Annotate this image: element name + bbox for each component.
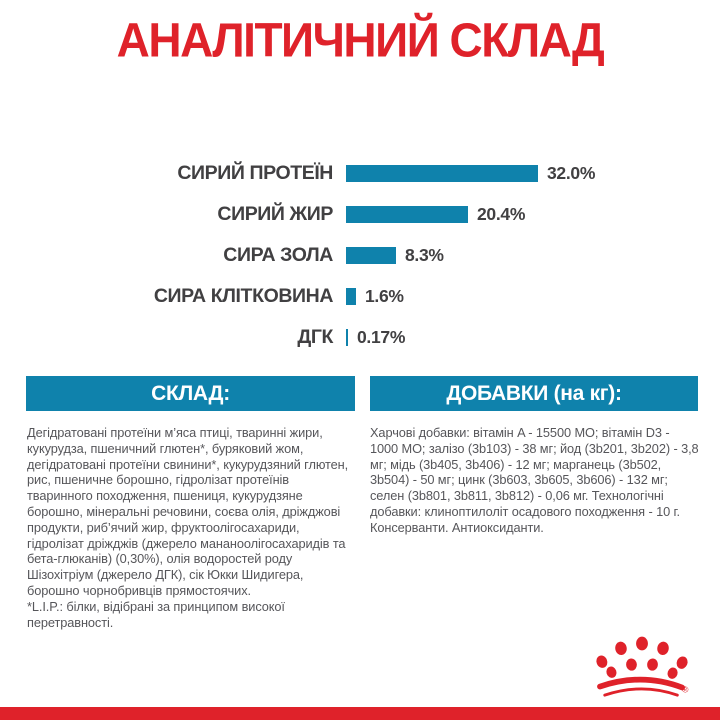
additives-body-text: Харчові добавки: вітамін A - 15500 МО; вітамін D3 - 1000 МО; залізо (3b103) - 38 мг; йод (3b201, 3b202) - 3,8 мг; мідь (3b405, 3b406) - 12 мг; марганець (3b502, 3b504) - 50 мг; цинк (3b603, 3b605, 3b606) - 132 мг; селен (3b801, 3b811, 3b812) - 0,06 мг. Технологічні добавки: клиноптилоліт осадового походження - 10 г. Консерванти. Антиоксиданти.: [370, 425, 699, 535]
bar-label: СИРА КЛІТКОВИНА: [153, 285, 333, 307]
bar-value: 20.4%: [477, 204, 526, 224]
crown-dots: [595, 637, 690, 680]
additives-text-column: [370, 425, 700, 536]
bar-dha: [346, 329, 348, 346]
chart-row-dha: [0, 317, 720, 358]
composition-text-column: [27, 425, 357, 630]
bar-crude-fat: [346, 206, 468, 223]
bar-label: СИРА ЗОЛА: [223, 244, 333, 266]
crown-band-thin: [605, 689, 678, 695]
chart-row-crude-protein: [0, 153, 720, 194]
bar-value: 0.17%: [357, 327, 406, 347]
chart-row-crude-ash: [0, 235, 720, 276]
chart-row-crude-fibre: [0, 276, 720, 317]
crown-band-thick: [600, 680, 682, 688]
page-title: АНАЛІТИЧНИЙ СКЛАД: [116, 12, 604, 68]
bar-crude-ash: [346, 247, 396, 264]
composition-footnote: *L.I.P.: білки, відібрані за принципом високої перетравності.: [27, 598, 285, 630]
chart-row-crude-fat: [0, 194, 720, 235]
composition-body-text: Дегідратовані протеїни м’яса птиці, тваринні жири, кукурудза, пшеничний глютен*, буряковий жом, дегідратовані протеїни свинини*, кукурудзяний глютен, рис, пшеничне борошно, гідролізат протеїнів тваринного походження, пшениця, кукурудзяне борошно, мінеральні речовини, соєва олія, дріжджові продукти, риб’ячий жир, фруктоолігосахариди, гідролізат дріжджів (джерело мананоолігосахаридів та бета-глюканів) (0,30%), олія водоростей роду Шізохітріум (джерело ДГК), сік Юкки Шидигера, борошно чорнобривців прямостоячих.: [27, 425, 349, 598]
bar-crude-fibre: [346, 288, 356, 305]
composition-section-header: СКЛАД:: [26, 376, 355, 411]
bar-label: СИРИЙ ПРОТЕЇН: [177, 162, 333, 184]
bar-label: ДГК: [297, 326, 333, 348]
bar-value: 8.3%: [405, 245, 444, 265]
analytical-composition-chart: [0, 153, 720, 358]
bar-crude-protein: [346, 165, 538, 182]
royal-canin-crown-logo: [594, 634, 690, 698]
brand-footer-strip: [0, 707, 720, 720]
additives-section-header: ДОБАВКИ (на кг):: [370, 376, 698, 411]
bar-value: 32.0%: [547, 163, 596, 183]
bar-label: СИРИЙ ЖИР: [217, 203, 333, 225]
registered-trademark-symbol: ®: [682, 684, 689, 695]
bar-value: 1.6%: [365, 286, 404, 306]
